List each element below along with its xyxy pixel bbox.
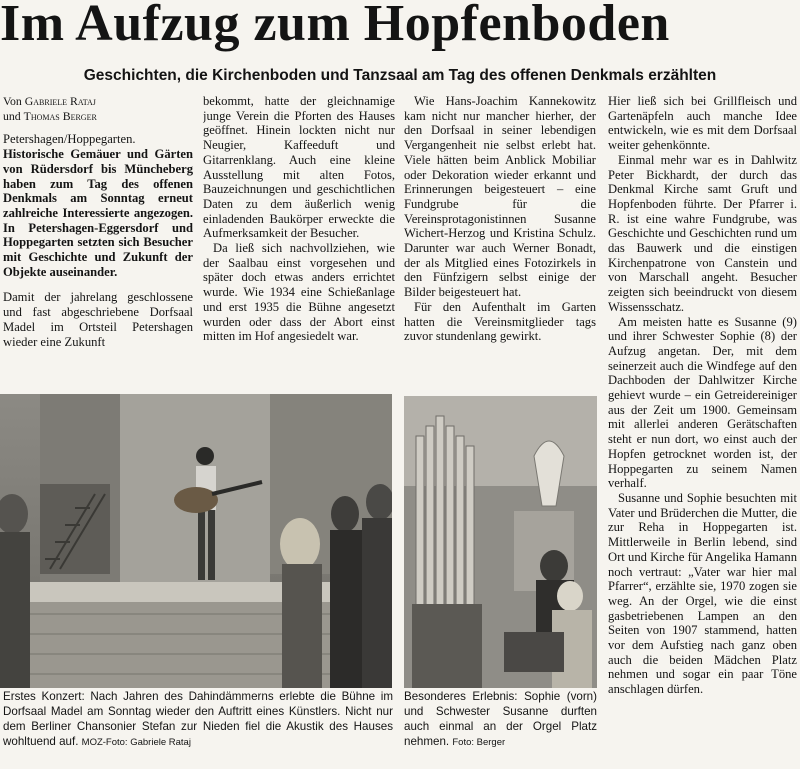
concert-photo-image (0, 394, 392, 688)
paragraph: Da ließ sich nachvollziehen, wie der Saalbau einst vorgesehen und später doch etwas anders errichtet wurde. Wie 1934 eine Schießanlage und erst 1935 die Bühne angesetzt wurden oder dass der Abort einst mitten im Hof angesiedelt war. (203, 241, 395, 344)
paragraph: Damit der jahrelang geschlossene und fast abgeschriebene Dorfsaal Madel im Ortsteil Petershagen wieder eine Zukunft (3, 290, 193, 349)
byline (3, 94, 193, 123)
byline-prefix-1: Von (3, 94, 25, 108)
caption-text: Erstes Konzert: Nach Jahren des Dahindämmerns erlebte die Bühne im Dorfsaal Madel am Sonntag wieder den Auftritt eines Künstlers. Nicht nur dem Berliner Chansonier Stefan zur Nieden fiel die Akustik des Hauses wohltuend auf. (3, 690, 393, 748)
byline-prefix-2: und (3, 108, 24, 123)
dateline: Petershagen/Hoppegarten. (3, 132, 136, 147)
article-headline: Im Aufzug zum Hopfenboden (0, 0, 670, 52)
paragraph: bekommt, hatte der gleichnamige junge Verein die Pforten des Hauses geöffnet. Hinein lockten nicht nur Neugier, Kaffeeduft und Gitarrenklang. Auch eine kleine Ausstellung mit alten Fotos, Bauzeichnungen und geschichtlichen Daten zu dem äußerlich wenig einladenden Baukörper erweckte die Aufmerksamkeit der Besucher. (203, 94, 395, 241)
paragraph: Für den Aufenthalt im Garten hatten die Vereinsmitglieder tags zuvor stundenlang gewirkt. (404, 299, 596, 344)
organ-photo-image (404, 396, 597, 688)
text-column-3 (404, 94, 596, 384)
text-column-2 (203, 94, 395, 384)
paragraph: Am meisten hatte es Susanne (9) und ihrer Schwester Sophie (8) der Aufzug angetan. Der, mit dem seinerzeit auch die Windfege auf den Dachboden der Dahlwitzer Kirche gehievt wurde – ein Getreidereiniger aus der Zeit um 1900. Gemeinsam mit allerlei anderen Gerätschaften steht er nun dort, wo einst auch der Hopfen getrocknet worden ist, der Hoppegarten zu seinem Namen verhalf. (608, 314, 797, 491)
text-column-4 (608, 94, 797, 766)
lead-paragraph (3, 132, 193, 279)
photo-credit: Foto: Berger (452, 736, 506, 748)
paragraph: Wie Hans-Joachim Kannekowitz kam nicht nur mancher hierher, der den Dorfsaal in seiner lebendigen Vergangenheit nie selbst erlebt hat. Viele hätten beim Anblick Mobiliar oder Dekoration wieder erkannt und Erinnerungen beigesteuert – eine Fundgrube für die Vereinsprotagonistinnen Susanne Wichert-Herzog und Kristina Schulz. Darunter war auch Werner Bonadt, der als Mitglied eines Fotozirkels in den Fünfzigern selbst einige der Bilder beigesteuert hat. (404, 94, 596, 300)
author-1: Gabriele Rataj (24, 94, 96, 108)
organ-photo-caption (404, 690, 597, 768)
caption-text: Besonderes Erlebnis: Sophie (vorn) und Schwester Susanne durften auch einmal an der Orgel Platz nehmen. (404, 690, 597, 748)
lead-text: Historische Gemäuer und Gärten von Rüdersdorf bis Müncheberg haben zum Tag des offenen Denkmals am Sonntag erneut zahlreiche Interessierte angezogen. In Petershagen-Eggersdorf und Hoppegarten setzten sich Besucher mit Geschichte und Zukunft der Objekte auseinander. (3, 147, 193, 279)
text-column-1 (3, 94, 193, 384)
author-2: Thomas Berger (23, 108, 97, 123)
photo-credit: MOZ-Foto: Gabriele Rataj (81, 736, 191, 748)
paragraph: Susanne und Sophie besuchten mit Vater und Brüderchen die Mutter, die zur Reha in Hoppegarten ist. Mittlerweile in Berlin lebend, sind Ort und Kirche für Angelika Hamann noch vertraut: „Vater war hier mal Pfarrer“, erzählte sie, 1970 zogen sie weg. An der Orgel, wie die einst gasbetriebenen Lampen an den Seiten von 1907 stammend, hatten vor dem Aufstieg nach ganz oben auch die beiden Mädchen Platz nehmen und sogar ein paar Töne anschlagen dürfen. (608, 490, 797, 697)
concert-photo-caption (3, 690, 393, 768)
article-subheadline: Geschichten, die Kirchenboden und Tanzsaal am Tag des offenen Denkmals erzählten (83, 67, 717, 84)
paragraph: Einmal mehr war es in Dahlwitz Peter Bickhardt, der durch das Denkmal Kirche samt Gruft und Hopfenboden führte. Der Pfarrer i. R. ist eine wahre Fundgrube, was Geschichte und Geschichten rund um das Bauwerk und die einstigen Kirchenpatrone von Canstein und von Marschall angeht. Besucher zeigten sich beeindruckt von diesem Wissensschatz. (608, 152, 797, 314)
paragraph: Hier ließ sich bei Grillfleisch und Gartenäpfeln auch manche Idee entwickeln, wie es mit dem Dorfsaal weiter gehenkönnte. (608, 94, 797, 153)
organ-photo (404, 396, 597, 688)
concert-photo (0, 394, 392, 688)
